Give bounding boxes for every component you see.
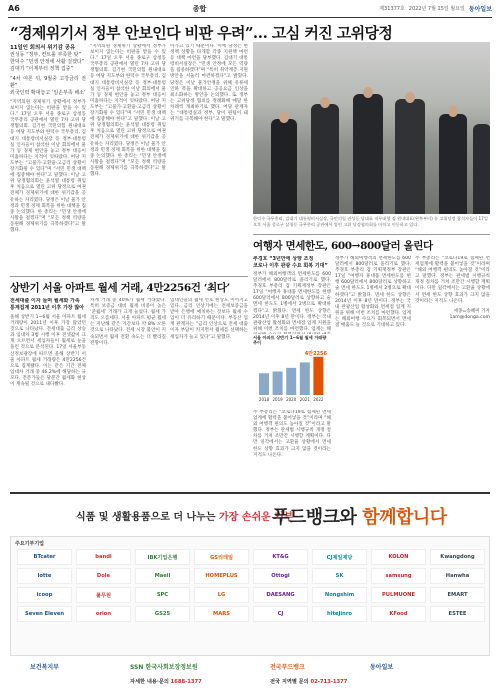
- ad-footer: [10, 660, 490, 690]
- chart-tick-label: 2022: [313, 397, 324, 402]
- donor-logo: Hanwha: [430, 568, 485, 584]
- paper-logo: 동아일보: [468, 6, 492, 13]
- story2-sub: 전세대출 이자 늘며 월세화 가속: [10, 298, 80, 304]
- donor-logo: bandi: [76, 549, 131, 565]
- donor-logo: Kwangdong: [430, 549, 485, 565]
- hotline-2[interactable]: 전국 지역별 문의 02-713-1377: [270, 679, 348, 685]
- org-mohw: 보건복지부: [30, 664, 59, 671]
- donor-grid-label: 주요기부기업: [15, 541, 44, 547]
- story3-body-c: 정부가 해외여행객의 면세한도를 600달러에서 800달러로 올리기로 했다. 추경호 부총리 겸 기획재정부 장관은 17일 “여행자 휴대품 면세한도를 현행 600달러에서 800달러로 상향하고 술 면세 한도도 1병에서 2병으로 확대하겠다”고 밝혔다. 면세 한도 상향은 2014년 이후 8년 만이다. 정부는 국내 관광산업 활성화와 면세점 업계 지원을 위해 이번 조치를 마련했다. 업계는 해외여행 수요가 회복되면서 면세점 매출도 늘 것으로 기대하고 있다.: [335, 256, 411, 329]
- donor-logo: LG: [194, 587, 249, 603]
- story2-body: 올해 상반기 1~6월 서울 아파트 월세 거래량이 2011년 이후 가장 많았던 것으로 나타났다. 전세대출 금리 상승과 임대차 3법 시행 이후 전셋값이 크게 오르면서 세입자들이 월세로 눈을 돌린 것으로 분석된다. 17일 서울부동산정보광장에 따르면 올해 상반기 서울 아파트 월세 거래량은 4만2256건으로 집계됐다. 이는 같은 기간 전체 임대차 거래 중 46.2%에 해당하는 규모다. 전문가들은 당분간 월세화 현상이 계속될 것으로 내다봤다.: [10, 315, 86, 388]
- page-number: A6: [8, 4, 20, 13]
- chart-bar: [286, 368, 296, 395]
- donor-logo: DAESANG: [253, 587, 308, 603]
- chart-bar: [273, 371, 283, 395]
- story3-col1b: [253, 410, 331, 488]
- story1-sub1: 권성동 “정부, 컨트롤 부족한 탓”: [10, 52, 82, 58]
- story1-cont: 아가고 있기 때문이다. 이에 당정은 현 정책 상황을 타개할 각종 지원책 마련 등 대책 마련을 당부했다. 김대기 대통령비서실장은 “민생 안정에 모든 역량을 집중하겠다”며 “특히 취약계층 지원 방안을 서둘러 마련하겠다”고 밝혔다. 당정은 이날 물가안정을 위해 유류세 인하 폭을 확대하고 공공요금 인상을 최소화하는 방안을 논의했다. 또 정부는 고위당정 협의를 정례화해 매달 한 차례씩 개최하기로 했다. 여당 관계자는 “대통령실과 정부, 당이 원팀이 돼 위기를 극복해야 한다”고 말했다.: [170, 44, 248, 123]
- chart-svg: [253, 345, 331, 403]
- chart-bar: [313, 357, 323, 395]
- chart-tick-label: 2018: [258, 397, 270, 402]
- org-foodbank: 전국푸드뱅크: [270, 664, 305, 671]
- donor-logo: GS리테일: [194, 549, 249, 565]
- story2-title: 상반기 서울 아파트 월세 거래, 4만2256건 ‘최다’: [10, 282, 230, 294]
- donor-logo: SK: [312, 568, 367, 584]
- ad-small-text: 식품 및 생활용품으로 더 나누는 가장 손쉬운 기부: [76, 512, 294, 523]
- donor-logo: PULMUONE: [371, 587, 426, 603]
- chart-bar: [259, 373, 269, 395]
- donor-logo: IBK기업은행: [135, 549, 190, 565]
- issue-info: [379, 4, 492, 13]
- divider: [10, 276, 248, 277]
- story3-body-b: 추 부총리는 “코로나19로 침체된 면세업계에 활력을 불어넣을 것”이라며 “해외 여행객 편의도 높아질 것”이라고 말했다. 정부는 관세법 시행규칙 개정 절차를 거쳐 조만간 시행할 계획이다. 다만 일각에서는 고환율 상황에서 면세 한도 상향 효과가 크지 않을 것이라는 지적도 나온다.: [253, 410, 331, 458]
- story2-body3: 임대인들의 월세 선호 현상도 이어지고 있다. 금리 인상기에는 전세보증금을 받아 은행에 예치하는 것보다 월세 수입이 더 유리하기 때문이다. 부동산 업계 관계자는 “금리 인상으로 전세 대출 이자 부담이 커지면서 월세를 선택하는 세입자가 늘고 있다”고 말했다.: [170, 298, 248, 340]
- story2-col1: [10, 298, 86, 488]
- story1-col2: [90, 44, 166, 270]
- story1-sub2: 한덕수 “민생 안정에 사활 걸겠다”: [10, 59, 85, 65]
- donor-logo: Seven Eleven: [17, 606, 72, 622]
- donor-logo: CJ제일제당: [312, 549, 367, 565]
- org-donga: 동아일보: [370, 664, 394, 671]
- donor-logo: GS25: [135, 606, 190, 622]
- donor-logo: Dole: [76, 568, 131, 584]
- rent-chart: [253, 335, 331, 405]
- news-photo: [253, 42, 490, 214]
- chart-tick-label: 2020: [286, 397, 297, 402]
- issue-date: 2022년 7월 15일 월요일: [408, 6, 465, 12]
- story3-body-a: 정부가 해외여행객의 면세한도를 600달러에서 800달러로 올리기로 했다. 추경호 부총리 겸 기획재정부 장관은 17일 “여행자 휴대품 면세한도를 현행 600달러에서 800달러로 상향하고 술 면세 한도도 1병에서 2병으로 확대하겠다”고 밝혔다. 면세 한도 상향은 2014년 이후 8년 만이다. 정부는 국내 관광산업 활성화와 면세점 업계 지원을 위해 이번 조치를 마련했다. 업계는 해: [253, 272, 331, 332]
- story2-col3: [170, 298, 248, 488]
- story1-body-cont: “지역의원 경제위기 상황에서 정부가 보이지 않는다는 비판을 받을 수 있다.” 17일 오후 서울 종로구 삼청동 국무총리 공관에서 열린 7차 고위 당정협의회. 김기현 국민의힘 원내대표 등 여당 지도부와 한덕수 국무총리, 김대기 대통령비서실장 등 정부·대통령실 인사들이 참석한 이날 회의에서 물가 등 경제 현안을 놓고 정부 대응이 미흡하다는 지적이 잇따랐다. 여당 지도부는 “고물가·고환율·고금리 상황이 장기화될 수 있다”며 “서민 민생 대책에 집중해야 한다”고 말했다. 이날 고위 당정협의회는 윤석열 대통령 취임 후 처음으로 열린 고위 당정으로 여권 전체가 경제위기에 대한 위기감을 공유하는 자리였다. 당정은 이날 물가 안정과 민생 경제 회복을 위한 대책을 집중 논의했다. 한 총리는 “민생 안정에 사활을 걸겠다”며 “모든 정책 역량을 동원해 경제위기를 극복하겠다”고 말했다.: [90, 44, 166, 177]
- story3-body-d: 추 부총리는 “코로나19로 침체된 면세업계에 활력을 불어넣을 것”이라며 “해외 여행객 편의도 높아질 것”이라고 말했다. 정부는 관세법 시행규칙 개정 절차를 거쳐 조만간 시행할 계획이다. 다만 일각에서는 고환율 상황에서 면세 한도 상향 효과가 크지 않을 것이라는 지적도 나온다.: [415, 256, 490, 304]
- donor-logo: SPC: [135, 587, 190, 603]
- org-ssn: SSN 한국사회보장정보원: [130, 664, 198, 671]
- ad-big-text: 푸드뱅크와 함께합니다: [272, 507, 447, 528]
- story2-body2: 차계 거래 중 40%가 월세 거래였다. 특히 보증금 대비 월세 비중이 높은 ‘준월세’ 거래가 크게 늘었다. 월세 가격도 오름세다. 서울 아파트 평균 월세는 지난해 같은 기간보다 약 8% 오른 것으로 나타났다. 전세 시장 불안이 지속되면서 월세 전환 속도는 더 빨라질 전망이다.: [90, 298, 166, 346]
- chart-bar: [300, 362, 310, 395]
- donor-grid: [10, 536, 490, 656]
- page-header: [8, 0, 492, 18]
- ad-banner: [10, 492, 490, 532]
- donor-logo: Nongshim: [312, 587, 367, 603]
- section-name: 종합: [192, 3, 207, 13]
- donor-logo: Maeil: [135, 568, 190, 584]
- donor-logo: HOMEPLUS: [194, 568, 249, 584]
- donor-logo: BTcater: [17, 549, 72, 565]
- story3-col3: [415, 256, 490, 488]
- divider: [253, 234, 490, 235]
- donor-logo: EMART: [430, 587, 485, 603]
- chart-tick-label: 2019: [272, 397, 283, 402]
- story1-sub3: 김대기 “이제부터 정책 집중”: [10, 66, 74, 72]
- donor-logo: orion: [76, 606, 131, 622]
- chart-data-label: 4만2256: [304, 351, 327, 357]
- story3-col2: [335, 256, 411, 488]
- donor-logo: icoop: [17, 587, 72, 603]
- donor-logo: KT&G: [253, 549, 308, 565]
- story3-title: 여행자 면세한도, 600→800달러 올린다: [253, 240, 433, 252]
- donor-logo: lotte: [17, 568, 72, 584]
- donor-logo: KFood: [371, 606, 426, 622]
- donor-logo: 풀무원: [76, 587, 131, 603]
- story3-byline: 세종=송혜미 기자 1am@donga.com: [449, 308, 490, 320]
- story1-col3: [170, 44, 248, 270]
- chart-title: 서울 아파트 상반기 1~6월 월세 거래량 추이: [253, 335, 327, 345]
- photo-caption: 한덕수 국무총리, 김대기 대통령비서실장, 국민의힘 권성동 당대표 직무대행 겸 원내대표(왼쪽부터) 등 고위당정 참석자들이 17일 오후 서울 종로구 삼청동 국무총리 공관에서 열린 고위 당정협의회를 마치고 이동하고 있다.: [253, 216, 488, 227]
- story3-sub2: 코로나 이후 관광 수요 회복 기대”: [253, 263, 328, 269]
- issue-number: 제31377호: [379, 6, 405, 12]
- donor-logo: Ottogi: [253, 568, 308, 584]
- donor-logo: samsung: [371, 568, 426, 584]
- donor-logo: hiteJinro: [312, 606, 367, 622]
- hotline-1[interactable]: 자세한 내용·문의 1688-1377: [130, 679, 202, 685]
- story3-sub: 추경호 “3년만에 상향 조정: [253, 256, 314, 262]
- donor-logo: MARS: [194, 606, 249, 622]
- story1-intro: 11일인 회의서 위기감 공유: [10, 45, 76, 51]
- story1-col1: [10, 44, 86, 270]
- story1-body: “지역의원 경제위기 상황에서 정부가 보이지 않는다는 비판을 받을 수 있다.” 17일 오후 서울 종로구 삼청동 국무총리 공관에서 열린 7차 고위 당정협의회. 김기현 국민의힘 원내대표 등 여당 지도부와 한덕수 국무총리, 김대기 대통령비서실장 등 정부·대통령실 인사들이 참석한 이날 회의에서 물가 등 경제 현안을 놓고 정부 대응이 미흡하다는 지적이 잇따랐다. 여당 지도부는 “고물가·고환율·고금리 상황이 장기화될 수 있다”며 “서민 민생 대책에 집중해야 한다”고 말했다. 이날 고위 당정협의회는 윤석열 대통령 취임 후 처음으로 열린 고위 당정으로 여권 전체가 경제위기에 대한 위기감을 공유하는 자리였다. 당정은 이날 물가 안정과 민생 경제 회복을 위한 대책을 집중 논의했다. 한 총리는 “민생 안정에 사활을 걸겠다”며 “모든 정책 역량을 동원해 경제위기를 극복하겠다”고 말했다.: [10, 100, 86, 233]
- donor-logo: CJ: [253, 606, 308, 622]
- donor-logo: ESTEE: [430, 606, 485, 622]
- chart-tick-label: 2021: [299, 397, 310, 402]
- story3-col1: [253, 256, 331, 334]
- donor-logo: KOLON: [371, 549, 426, 565]
- story2-sub2: 통계집계 2011년 이후 가장 많아: [10, 305, 85, 311]
- story1-sub5: 외국인력 확대놓고 ‘일손부족 해소’: [10, 90, 86, 96]
- main-headline: “경제위기서 정부 안보인다 비판 우려”… 고심 커진 고위당정: [10, 24, 393, 42]
- story2-col2: [90, 298, 166, 488]
- story1-sub4: “4차 여론 뒤, 9월중 고강금리 전환”: [10, 76, 86, 89]
- foodbank-ad[interactable]: [0, 492, 500, 691]
- donor-logos: [17, 549, 485, 622]
